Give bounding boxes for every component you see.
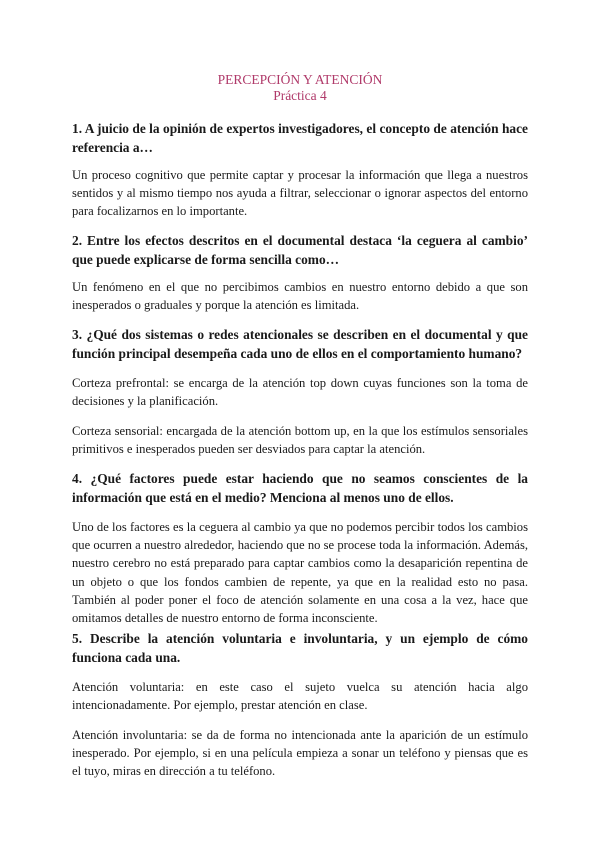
question-3: 3. ¿Qué dos sistemas o redes atencionales se describen en el documental y que función principal desempeña cada uno de ellos en el comportamiento humano? (72, 327, 528, 361)
answer-3b: Corteza sensorial: encargada de la atención bottom up, en la que los estímulos sensoriales primitivos e inesperados pueden ser desviados para captar la atención. (72, 424, 528, 457)
question-2: 2. Entre los efectos descritos en el documental destaca ‘la ceguera al cambio’ que puede explicarse de forma sencilla como… (72, 233, 528, 267)
answer-2: Un fenómeno en el que no percibimos cambios en nuestro entorno debido a que son inesperados o graduales y porque la atención es limitada. (72, 280, 528, 313)
answer-5a: Atención voluntaria: en este caso el sujeto vuelca su atención hacia algo intencionadamente. Por ejemplo, prestar atención en clase. (72, 680, 528, 713)
answer-1: Un proceso cognitivo que permite captar y procesar la información que llega a nuestros sentidos y al mismo tiempo nos ayuda a filtrar, seleccionar o ignorar aspectos del entorno para focalizarnos en lo importante. (72, 168, 528, 219)
document-subtitle: Práctica 4 (273, 88, 327, 103)
document-title: PERCEPCIÓN Y ATENCIÓN (217, 72, 383, 87)
question-5: 5. Describe la atención voluntaria e involuntaria, y un ejemplo de cómo funciona cada una. (72, 631, 528, 665)
answer-3a: Corteza prefrontal: se encarga de la atención top down cuyas funciones son la toma de decisiones y la planificación. (72, 376, 528, 409)
title-block (0, 72, 600, 104)
answer-5b: Atención involuntaria: se da de forma no intencionada ante la aparición de un estímulo inesperado. Por ejemplo, si en una película empieza a sonar un teléfono y piensas que es el tuyo, miras en dirección a tu teléfono. (72, 728, 528, 779)
question-4: 4. ¿Qué factores puede estar haciendo que no seamos conscientes de la información que está en el medio? Menciona al menos uno de ellos. (72, 471, 528, 505)
answer-4: Uno de los factores es la ceguera al cambio ya que no podemos percibir todos los cambios que ocurren a nuestro alrededor, haciendo que no se procese toda la información. Además, nuestro cerebro no está preparado para captar cambios como la desaparición repentina de un objeto o que los fondos cambien de repente, ya que en la realidad esto no pasa. También al poder poner el foco de atención solamente en una cosa a la vez, hace que omitamos detalles de nuestro entorno de forma inconsciente. (72, 520, 528, 626)
question-1: 1. A juicio de la opinión de expertos investigadores, el concepto de atención hace referencia a… (72, 121, 528, 155)
